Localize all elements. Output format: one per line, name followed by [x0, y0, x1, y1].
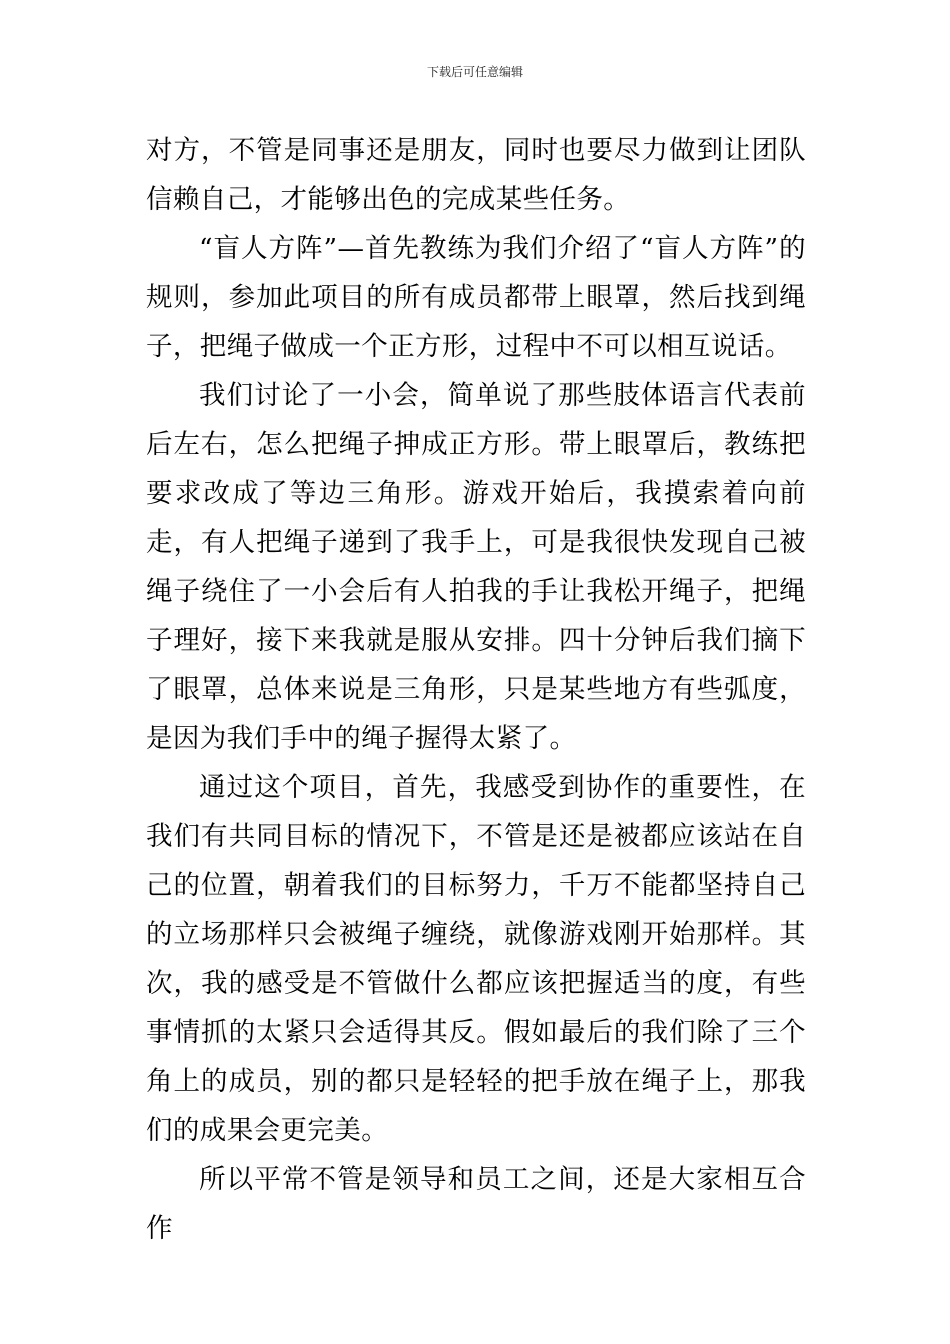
page-header: 下载后可任意编辑 [426, 65, 523, 79]
paragraph-game-process: 我们讨论了一小会，简单说了那些肢体语言代表前后左右，怎么把绳子抻成正方形。带上眼罩后，教练把要求改成了等边三角形。游戏开始后，我摸索着向前走，有人把绳子递到了我手上，可是我很快发现自己被绳子绕住了一小会后有人拍我的手让我松开绳子，把绳子理好，接下来我就是服从安排。四十分钟后我们摘下了眼罩，总体来说是三角形，只是某些地方有些弧度，是因为我们手中的绳子握得太紧了。 [146, 380, 806, 754]
paragraph-continuation: 对方，不管是同事还是朋友，同时也要尽力做到让团队信赖自己，才能够出色的完成某些任务。 [146, 135, 806, 215]
paragraph-reflection: 通过这个项目，首先，我感受到协作的重要性，在我们有共同目标的情况下，不管是还是被都应该站在自己的位置，朝着我们的目标努力，千万不能都坚持自己的立场那样只会被绳子缠绕，就像游戏刚开始那样。其次，我的感受是不管做什么都应该把握适当的度，有些事情抓的太紧只会适得其反。假如最后的我们除了三个角上的成员，别的都只是轻轻的把手放在绳子上，那我们的成果会更完美。 [146, 772, 806, 1146]
document-body [146, 126, 806, 1253]
paragraph-conclusion-start: 所以平常不管是领导和员工之间，还是大家相互合作 [146, 1164, 806, 1244]
paragraph-blind-square-intro: “盲人方阵”—首先教练为我们介绍了“盲人方阵”的规则，参加此项目的所有成员都带上眼罩，然后找到绳子，把绳子做成一个正方形，过程中不可以相互说话。 [146, 233, 806, 362]
